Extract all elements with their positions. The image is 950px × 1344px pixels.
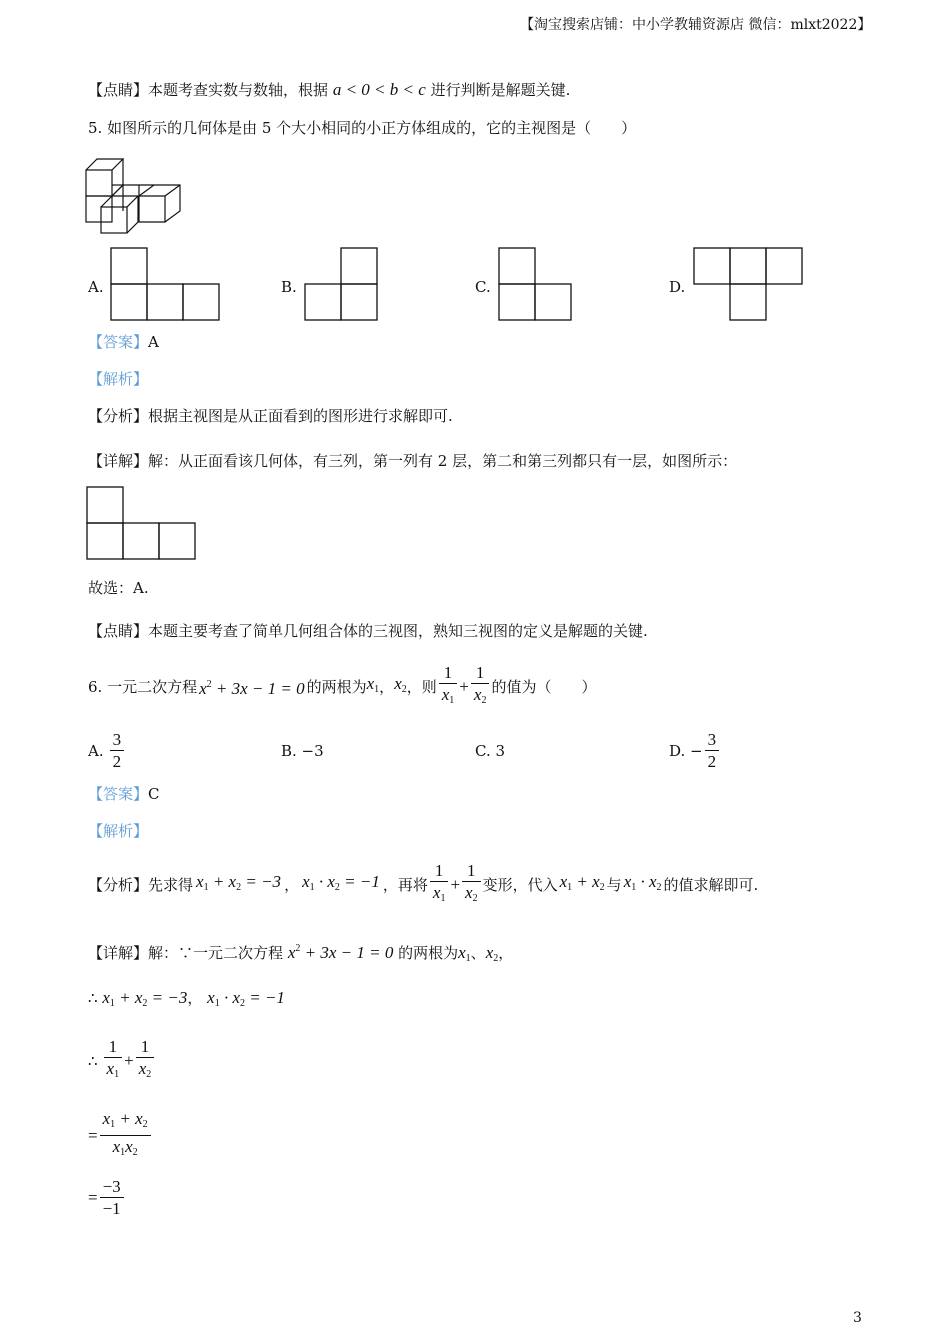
answer-tag: 【答案】 bbox=[88, 333, 149, 351]
q5-option-b-label: B. bbox=[281, 278, 297, 296]
page-number: 3 bbox=[853, 1310, 862, 1326]
q6-option-d: D. − $\frac{3}{2}$ bbox=[669, 726, 721, 776]
q5-3d-figure bbox=[84, 155, 184, 237]
q6-option-b: B. −3 bbox=[281, 742, 324, 760]
q6-option-a: A. $\frac{3}{2}$ bbox=[88, 726, 126, 776]
q6-stem: 6. 一元二次方程 $x^2 + 3x - 1 = 0$ 的两根为 $x_1$ ， $x_2$ ，则 $\frac{1}{x_1}$ + $\frac{1}{x_2}$ 的值为（ ） bbox=[88, 662, 596, 712]
q6-step-2: ∴ $\frac{1}{x_1}$ + $\frac{1}{x_2}$ bbox=[88, 1035, 156, 1087]
q5-jiexi-tag: 【解析】 bbox=[88, 370, 149, 388]
q6-option-c: C. 3 bbox=[475, 742, 506, 760]
q5-option-a-label: A. bbox=[88, 278, 104, 296]
q5-detail: 【详解】解：从正面看该几何体，有三列，第一列有 2 层，第二和第三列都只有一层，如图所示： bbox=[88, 452, 738, 470]
q6-detail: 【详解】解：∵一元二次方程 $x^2 + 3x - 1 = 0$ 的两根为$x_1$、$x_2$， bbox=[88, 943, 514, 964]
q6-analysis: 【分析】 先求得 $x_1 + x_2 = -3$ ， $x_1 \cdot x_2 = -1$ ，再将 $\frac{1}{x_1}$ + $\frac{1}{x_2}$ 变形，代入 $x_1 + x_2$ 与 $x_1 \cdot x_2$ 的值求解即可. bbox=[88, 860, 759, 904]
q5-answer: 【答案】A bbox=[88, 333, 159, 351]
q6-answer: 【答案】C bbox=[88, 785, 160, 803]
q6-step-4: = $\frac{-3}{-1}$ bbox=[88, 1172, 126, 1224]
q5-solution-figure bbox=[86, 486, 196, 560]
q6-step-3: = $\frac{x_1 + x_2}{x_1x_2}$ bbox=[88, 1110, 153, 1162]
q6-step-1: ∴ $x_1 + x_2 = -3$， $x_1 \cdot x_2 = -1$ bbox=[88, 988, 285, 1009]
q5-choose: 故选：A. bbox=[88, 579, 149, 597]
prev-dianjing: 【点睛】本题考查实数与数轴，根据 a < 0 < b < c 进行判断是解题关键. bbox=[88, 80, 571, 99]
inequality: a < 0 < b < c bbox=[332, 80, 426, 99]
q5-stem: 5. 如图所示的几何体是由 5 个大小相同的小正方体组成的，它的主视图是（ ） bbox=[88, 119, 637, 137]
page-header: 【淘宝搜索店铺：中小学教辅资源店 微信：mlxt2022】 bbox=[520, 17, 872, 33]
q6-jiexi-tag: 【解析】 bbox=[88, 822, 149, 840]
q5-option-c-figure bbox=[498, 247, 574, 321]
q5-option-d-figure bbox=[693, 247, 803, 321]
q5-option-a-figure bbox=[110, 247, 220, 321]
fraction-1-x1: $\frac{1}{x_1}$ bbox=[439, 663, 458, 712]
q5-dianjing: 【点睛】本题主要考查了简单几何组合体的三视图，熟知三视图的定义是解题的关键. bbox=[88, 622, 648, 640]
q5-option-d-label: D. bbox=[669, 278, 686, 296]
q5-option-b-figure bbox=[304, 247, 380, 321]
q5-option-c-label: C. bbox=[475, 278, 491, 296]
equation: $x^2 + 3x - 1 = 0$ bbox=[199, 679, 305, 698]
q5-analysis: 【分析】根据主视图是从正面看到的图形进行求解即可. bbox=[88, 407, 453, 425]
fraction-1-x2: $\frac{1}{x_2}$ bbox=[471, 663, 490, 712]
dianjing-tag: 【点睛】 bbox=[88, 81, 149, 99]
